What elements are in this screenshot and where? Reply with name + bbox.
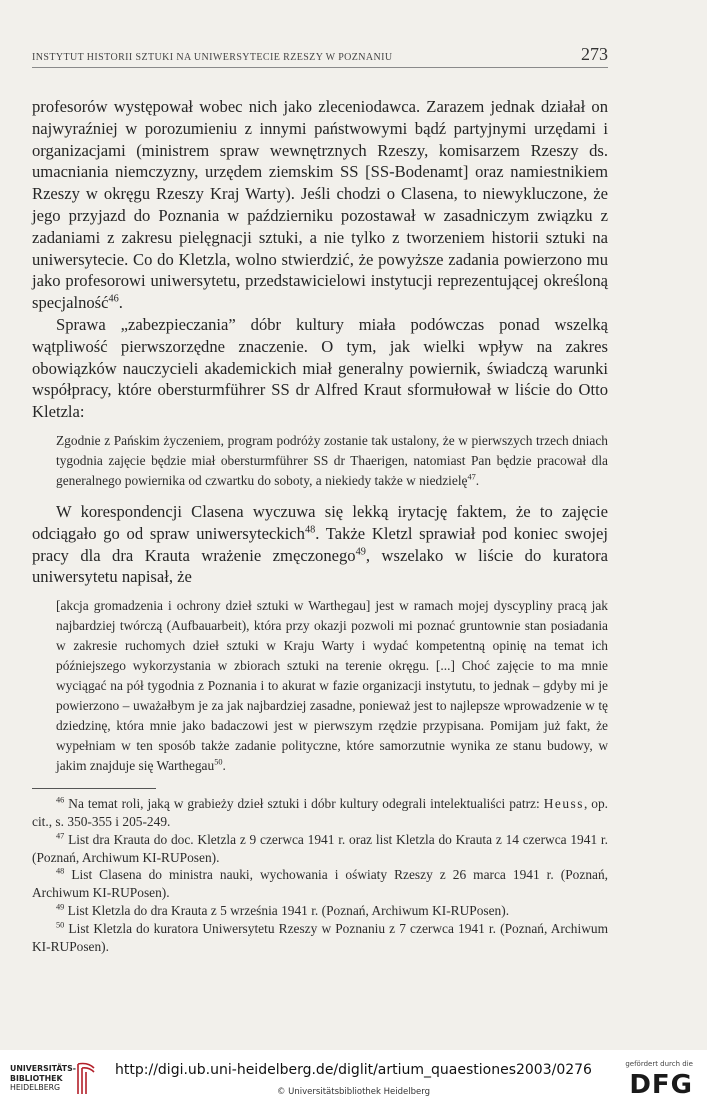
footnote-number: 48 — [56, 866, 65, 876]
paragraph-3-text-b: . Także Kletzl sprawiał pod koniec swojej pracy dla dra Krauta wrażenie zmęczonego — [32, 523, 608, 565]
footnote-50 — [32, 920, 608, 956]
permalink-url[interactable]: http://digi.ub.uni-heidelberg.de/diglit/artium_quaestiones2003/0276 — [115, 1062, 592, 1078]
footnote-49 — [32, 902, 608, 920]
running-title: INSTYTUT HISTORII SZTUKI NA UNIWERSYTECIE RZESZY W POZNANIU — [32, 52, 393, 63]
block-quote-2 — [56, 596, 608, 776]
body-text — [32, 96, 608, 955]
footnote-ref-49[interactable]: 49 — [355, 546, 366, 558]
footnote-text: Na temat roli, jaką w grabieży dzieł sztuki i dóbr kultury odegrali intelektualiści patrz: — [68, 796, 544, 812]
footnote-ref-47[interactable]: 47 — [467, 472, 476, 482]
footnote-text: List Clasena do ministra nauki, wychowania i oświaty Rzeszy z 26 marca 1941 r. (Poznań, Archiwum KI-RUPosen). — [32, 867, 608, 901]
footnote-text: List dra Krauta do doc. Kletzla z 9 czerwca 1941 r. oraz list Kletzla do Krauta z 14 czerwca 1941 r. (Poznań, Archiwum KI-RUPosen). — [32, 831, 608, 865]
page-number: 273 — [581, 44, 608, 64]
footnote-number: 46 — [56, 795, 65, 805]
footnote-ref-50[interactable]: 50 — [214, 757, 223, 767]
footnote-number: 50 — [56, 920, 65, 930]
paragraph-3 — [32, 501, 608, 588]
library-name-line-3: HEIDELBERG — [10, 1083, 61, 1093]
paragraph-2: Sprawa „zabezpieczania” dóbr kultury miała podówczas ponad wszelką wątpliwość pierwszorzędne znaczenie. O tym, jak wielki wpływ na zakres obowiązków nauczycieli akademickich miał generalny powiernik, świadczą warunki współpracy, które obersturmführer SS dr Alfred Kraut sformułował w liście do Otto Kletzla: — [32, 314, 608, 422]
footnote-ref-48[interactable]: 48 — [304, 524, 316, 536]
block-quote-2-end: . — [222, 758, 226, 774]
footnote-text-end: , op. cit., s. 350-355 i 205-249. — [32, 796, 608, 829]
paragraph-1 — [32, 96, 608, 314]
paragraph-3-text-a: W korespondencji Clasena wyczuwa się lekką irytację faktem, że to zajęcie odciągało go od spraw uniwersyteckich — [32, 501, 608, 543]
footnote-author: Heuss — [543, 796, 584, 812]
footnote-text: List Kletzla do kuratora Uniwersytetu Rzeszy w Poznaniu z 7 czerwca 1941 r. (Poznań, Archiwum KI-RUPosen). — [32, 920, 608, 954]
paragraph-1-text: profesorów występował wobec nich jako zleceniodawca. Zarazem jednak działał on najwyraźniej w porozumieniu z innymi państwowymi bądź partyjnymi urzędami i organizacjami (ministrem spraw wewnętrznych Rzeszy, komisarzem Rzeszy ds. umacniania niemczyzny, urzędem ziemskim SS [SS-Bodenamt] oraz namiestnikiem Rzeszy w okręgu Rzeszy Kraj Warty). Jeśli chodzi o Clasena, to niewykluczone, że jego przyjazd do Poznania w październiku pozostawał w zasadniczym związku z zadaniami z zakresu pielęgnacji sztuki, a nie tylko z tworzeniem historii sztuki na uniwersytecie. Co do Kletzla, wolno stwierdzić, że powyższe zadania powierzono mu jako profesorowi uniwersytetu, przedstawicielowi instytucji reprezentującej określoną specjalność — [32, 97, 608, 313]
library-name-line-1: UNIVERSITÄTS- — [10, 1064, 76, 1073]
funder-note: gefördert durch die — [625, 1060, 693, 1068]
block-quote-1 — [56, 431, 608, 491]
block-quote-1-end: . — [475, 472, 480, 488]
footnote-number: 47 — [56, 831, 65, 841]
block-quote-2-text: [akcja gromadzenia i ochrony dzieł sztuki w Warthegau] jest w ramach mojej dyscypliny pracą jak najbardziej twórczą (Aufbauarbeit), która przy okazji pozwoli mi poznać gruntownie stan posiadania w zakresie ruchomych dzieł sztuki w Kraju Warty i wydać kompetentną opinię na temat ich późniejszego wykorzystania w zbiorach sztuki na terenie okręgu. [...] Choć zajęcie to ma mnie wyciągać na pół tygodnia z Poznania i to akurat w fazie organizacji instytutu, to jednak – gdyby mi je powierzono – uważałbym je za jak najbardziej zasadne, ponieważ jest to najlepsze wprowadzenie w tę dziedzinę, która mnie jako badaczowi jest w pierwszym rzędzie przypisana. Pomijam już fakt, że wypełniam w ten sposób także zadanie polityczne, które samorzutnie wynika ze stanu budowy, w jakim znajduje się Warthegau — [56, 598, 608, 774]
footnote-48 — [32, 866, 608, 902]
running-header — [32, 44, 608, 68]
digitization-footer — [0, 1050, 707, 1109]
library-name-line-2: BIBLIOTHEK — [10, 1073, 63, 1083]
footnote-ref-46[interactable]: 46 — [108, 293, 119, 305]
block-quote-1-text: Zgodnie z Pańskim życzeniem, program podróży zostanie tak ustalony, że w pierwszych trzech dniach tygodnia zajęcie będzie miał obersturmführer SS dr Thaerigen, natomiast Pan będzie pracował dla generalnego powiernika od czwartku do soboty, a niekiedy także w niedzielę — [56, 432, 608, 488]
footnote-47 — [32, 831, 608, 867]
paragraph-3-text-c: , wszelako w liście do kuratora uniwersytetu napisał, że — [32, 545, 609, 587]
footnote-divider — [32, 788, 156, 789]
paragraph-1-end: . — [118, 293, 123, 313]
footnote-text: List Kletzla do dra Krauta z 5 września 1941 r. (Poznań, Archiwum KI-RUPosen). — [67, 902, 510, 918]
copyright-notice: © Universitätsbibliothek Heidelberg — [276, 1087, 430, 1097]
footnote-46 — [32, 795, 608, 831]
footnotes — [32, 795, 608, 955]
footnote-number: 49 — [56, 902, 65, 912]
dfg-logo[interactable]: DFG — [629, 1070, 693, 1100]
